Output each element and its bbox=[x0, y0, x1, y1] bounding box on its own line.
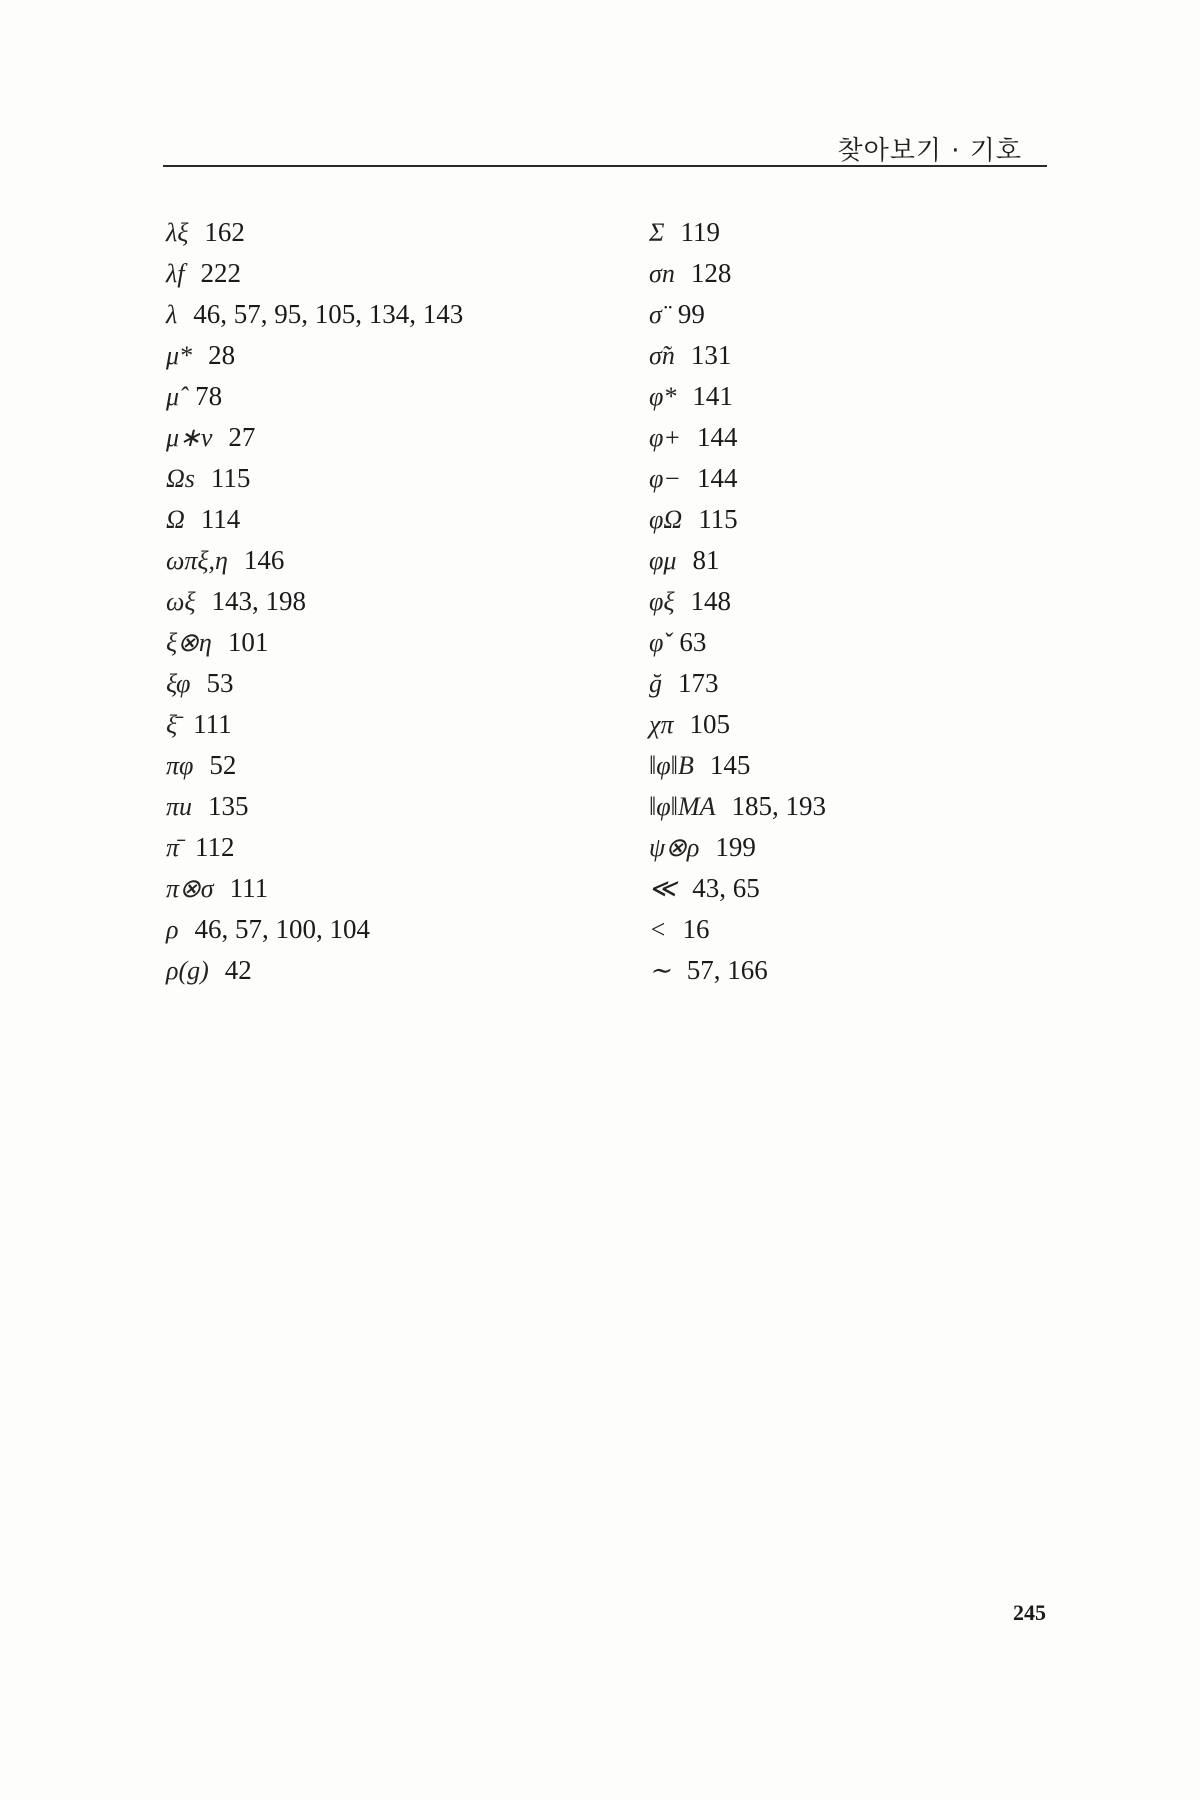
index-pages: 105 bbox=[689, 709, 730, 739]
index-entry bbox=[649, 581, 1049, 622]
index-entry bbox=[166, 458, 626, 499]
index-entry bbox=[166, 909, 626, 950]
index-symbol: μ* bbox=[166, 341, 193, 370]
index-pages: 46, 57, 95, 105, 134, 143 bbox=[193, 299, 464, 329]
index-entry bbox=[649, 950, 1049, 991]
index-symbol: σn bbox=[649, 259, 675, 288]
index-pages: 143, 198 bbox=[211, 586, 306, 616]
index-symbol: λ bbox=[166, 300, 178, 329]
index-symbol: φ̌ bbox=[649, 628, 664, 657]
index-entry bbox=[166, 745, 626, 786]
index-symbol: ωξ bbox=[166, 587, 196, 616]
index-entry bbox=[166, 335, 626, 376]
running-header: 찾아보기 · 기호 bbox=[837, 136, 1022, 166]
index-symbol: φ− bbox=[649, 464, 681, 493]
index-entry bbox=[649, 786, 1049, 827]
index-symbol: Σ bbox=[649, 218, 665, 247]
index-pages: 43, 65 bbox=[692, 873, 760, 903]
index-entry bbox=[649, 909, 1049, 950]
index-symbol: λξ bbox=[166, 218, 189, 247]
index-pages: 144 bbox=[696, 422, 738, 452]
index-pages: 144 bbox=[696, 463, 738, 493]
index-symbol: Ω bbox=[166, 505, 185, 534]
index-pages: 111 bbox=[193, 709, 232, 739]
index-pages: 42 bbox=[224, 955, 252, 985]
index-entry bbox=[166, 786, 626, 827]
index-pages: 115 bbox=[210, 463, 251, 493]
index-entry bbox=[166, 499, 626, 540]
index-symbol: σ̃n bbox=[649, 341, 675, 370]
index-entry bbox=[166, 212, 626, 253]
index-entry bbox=[649, 622, 1049, 663]
index-symbol: Ωs bbox=[166, 464, 195, 493]
index-entry bbox=[649, 745, 1049, 786]
index-pages: 146 bbox=[243, 545, 285, 575]
index-symbol: φ* bbox=[649, 382, 677, 411]
index-entry bbox=[649, 663, 1049, 704]
index-pages: 128 bbox=[690, 258, 732, 288]
index-pages: 148 bbox=[690, 586, 732, 616]
index-pages: 27 bbox=[228, 422, 256, 452]
index-entry bbox=[166, 417, 626, 458]
index-column-left bbox=[166, 212, 626, 991]
index-pages: 78 bbox=[195, 381, 223, 411]
index-pages: 222 bbox=[200, 258, 241, 288]
index-entry bbox=[649, 335, 1049, 376]
index-entry bbox=[166, 704, 626, 745]
index-entry bbox=[649, 868, 1049, 909]
index-symbol: φξ bbox=[649, 587, 675, 616]
index-column-right bbox=[649, 212, 1049, 991]
index-pages: 112 bbox=[195, 832, 235, 862]
index-entry bbox=[649, 458, 1049, 499]
index-pages: 173 bbox=[678, 668, 719, 698]
index-symbol: φ+ bbox=[649, 423, 681, 452]
index-symbol: πu bbox=[166, 792, 193, 821]
index-entry bbox=[649, 540, 1049, 581]
index-symbol: ‖φ‖B bbox=[649, 751, 694, 780]
index-pages: 63 bbox=[679, 627, 707, 657]
index-entry bbox=[649, 212, 1049, 253]
index-symbol: μ̂ bbox=[166, 382, 180, 411]
index-symbol: ξ⊗η bbox=[166, 628, 212, 657]
index-symbol: ρ bbox=[166, 915, 179, 944]
page-number: 245 bbox=[1013, 1600, 1046, 1625]
index-entry bbox=[166, 622, 626, 663]
index-entry bbox=[649, 376, 1049, 417]
index-pages: 53 bbox=[206, 668, 234, 698]
index-pages: 46, 57, 100, 104 bbox=[194, 914, 370, 944]
index-pages: 81 bbox=[692, 545, 720, 575]
index-pages: 28 bbox=[208, 340, 236, 370]
index-entry bbox=[166, 950, 626, 991]
index-pages: 99 bbox=[677, 299, 705, 329]
index-entry bbox=[166, 376, 626, 417]
index-entry bbox=[166, 294, 626, 335]
index-symbol: σ̈ bbox=[649, 300, 662, 329]
index-pages: 16 bbox=[682, 914, 710, 944]
index-pages: 52 bbox=[209, 750, 237, 780]
index-entry bbox=[166, 868, 626, 909]
index-pages: 131 bbox=[690, 340, 732, 370]
index-entry bbox=[649, 417, 1049, 458]
index-symbol: ψ⊗ρ bbox=[649, 833, 700, 862]
index-symbol: πφ bbox=[166, 751, 194, 780]
index-entry bbox=[649, 499, 1049, 540]
index-entry bbox=[649, 704, 1049, 745]
index-entry bbox=[166, 253, 626, 294]
index-pages: 185, 193 bbox=[731, 791, 827, 821]
index-entry bbox=[166, 581, 626, 622]
index-pages: 199 bbox=[715, 832, 756, 862]
index-entry bbox=[649, 253, 1049, 294]
index-symbol: π⊗σ bbox=[166, 874, 214, 903]
index-entry bbox=[166, 663, 626, 704]
index-symbol: λf bbox=[166, 259, 185, 288]
index-pages: 57, 166 bbox=[686, 955, 768, 985]
index-pages: 135 bbox=[208, 791, 249, 821]
index-pages: 141 bbox=[692, 381, 733, 411]
index-symbol: < bbox=[649, 915, 667, 944]
index-entry bbox=[166, 827, 626, 868]
index-symbol: π̄ bbox=[166, 833, 180, 862]
index-symbol: ‖φ‖MA bbox=[649, 792, 716, 821]
index-pages: 162 bbox=[204, 217, 245, 247]
index-pages: 114 bbox=[200, 504, 241, 534]
index-symbol: ğ bbox=[649, 669, 662, 698]
index-symbol: ωπξ,η bbox=[166, 546, 228, 575]
index-symbol: ρ(g) bbox=[166, 956, 209, 985]
header-rule bbox=[163, 165, 1047, 167]
index-pages: 115 bbox=[698, 504, 738, 534]
index-entry bbox=[166, 540, 626, 581]
index-entry bbox=[649, 294, 1049, 335]
index-pages: 111 bbox=[229, 873, 269, 903]
index-symbol: ∼ bbox=[649, 956, 671, 985]
index-entry bbox=[649, 827, 1049, 868]
index-pages: 119 bbox=[680, 217, 720, 247]
index-symbol: μ∗ν bbox=[166, 423, 213, 452]
index-pages: 101 bbox=[227, 627, 269, 657]
index-symbol: χπ bbox=[649, 710, 674, 739]
index-symbol: φΩ bbox=[649, 505, 683, 534]
index-symbol: φμ bbox=[649, 546, 677, 575]
index-pages: 145 bbox=[709, 750, 751, 780]
index-symbol: ξφ bbox=[166, 669, 191, 698]
index-symbol: ξ̄ bbox=[166, 710, 178, 739]
index-symbol: ≪ bbox=[649, 874, 677, 903]
